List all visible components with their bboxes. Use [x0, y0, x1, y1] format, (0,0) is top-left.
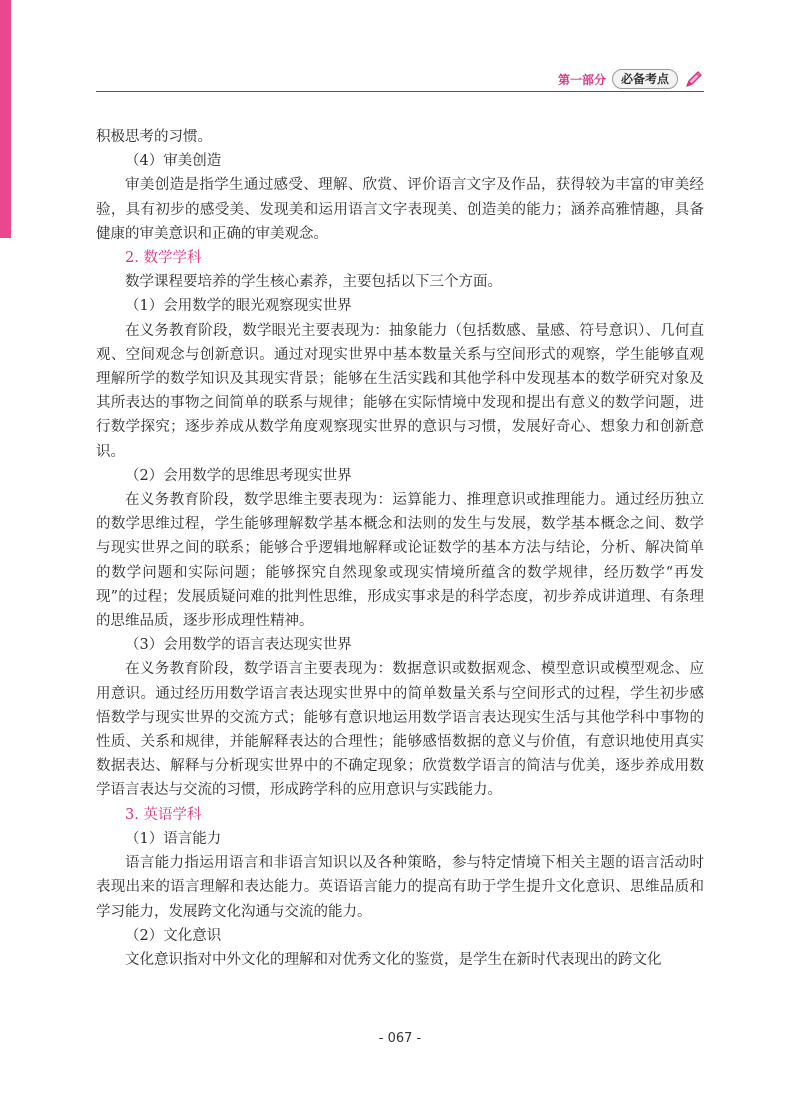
paragraph: 在义务教育阶段，数学眼光主要表现为：抽象能力（包括数感、量感、符号意识）、几何直观、空间观念与创新意识。通过对现实世界中基本数量关系与空间形式的观察，学生能够直观理解所学的数学知识及其现实背景；能够在生活实践和其他学科中发现基本的数学研究对象及其所表达的事物之间简单的联系与规律；能够在实际情境中发现和提出有意义的数学问题，进行数学探究；逐步养成从数学角度观察现实世界的意识与习惯，发展好奇心、想象力和创新意识。: [96, 322, 704, 460]
page-header: [96, 68, 704, 90]
paragraph: 文化意识指对中外文化的理解和对优秀文化的鉴赏，是学生在新时代表现出的跨文化: [125, 951, 662, 968]
paragraph: 在义务教育阶段，数学思维主要表现为：运算能力、推理意识或推理能力。通过经历独立的数学思维过程，学生能够理解数学基本概念和法则的发生与发展，数学基本概念之间、数学与现实世界之间的联系；能够合乎逻辑地解释或论证数学的基本方法与结论，分析、解决简单的数学问题和实际问题；能够探究自然现象或现实情境所蕴含的数学规律，经历数学“再发现”的过程；发展质疑问难的批判性思维，形成实事求是的科学态度，初步养成讲道理、有条理的思维品质，逐步形成理性精神。: [96, 492, 704, 630]
paragraph: 审美创造是指学生通过感受、理解、欣赏、评价语言文字及作品，获得较为丰富的审美经验，具有初步的感受美、发现美和运用语言文字表现美、创造美的能力；涵养高雅情趣，具备健康的审美意识和正确的审美观念。: [96, 177, 704, 242]
part-label: 第一部分: [557, 72, 606, 87]
section-heading: 3. 英语学科: [125, 806, 202, 823]
page-number: - 067 -: [378, 1031, 422, 1046]
paragraph: 在义务教育阶段，数学语言主要表现为：数据意识或数据观念、模型意识或模型观念、应用意识。通过经历用数学语言表达现实世界中的简单数量关系与空间形式的过程，学生初步感悟数学与现实世界的交流方式；能够有意识地运用数学语言表达现实生活与其他学科中事物的性质、关系和规律，并能解释表达的合理性；能够感悟数据的意义与价值，有意识地使用真实数据表达、解释与分析现实世界中的不确定现象；欣赏数学语言的简洁与优美，逐步养成用数学语言表达与交流的习惯，形成跨学科的应用意识与实践能力。: [96, 661, 704, 799]
subheading: （2）会用数学的思维思考现实世界: [125, 467, 352, 484]
section-badge: 必备考点: [612, 69, 678, 89]
subheading: （1）会用数学的眼光观察现实世界: [125, 298, 352, 315]
side-color-tab: [0, 0, 11, 238]
pencil-icon: [684, 69, 704, 89]
section-heading: 2. 数学学科: [125, 250, 202, 267]
header-section-label: [558, 68, 704, 90]
subheading: （4）审美创造: [125, 153, 222, 170]
paragraph: 语言能力指运用语言和非语言知识以及各种策略，参与特定情境下相关主题的语言活动时表现出来的语言理解和表达能力。英语语言能力的提高有助于学生提升文化意识、思维品质和学习能力，发展跨文化沟通与交流的能力。: [96, 855, 704, 920]
subheading: （2）文化意识: [125, 927, 222, 944]
subheading: （1）语言能力: [125, 830, 222, 847]
paragraph: 积极思考的习惯。: [96, 129, 212, 145]
paragraph: 数学课程要培养的学生核心素养，主要包括以下三个方面。: [125, 274, 502, 291]
header-rule: [96, 91, 704, 92]
page-body: [96, 125, 704, 972]
subheading: （3）会用数学的语言表达现实世界: [125, 637, 352, 654]
